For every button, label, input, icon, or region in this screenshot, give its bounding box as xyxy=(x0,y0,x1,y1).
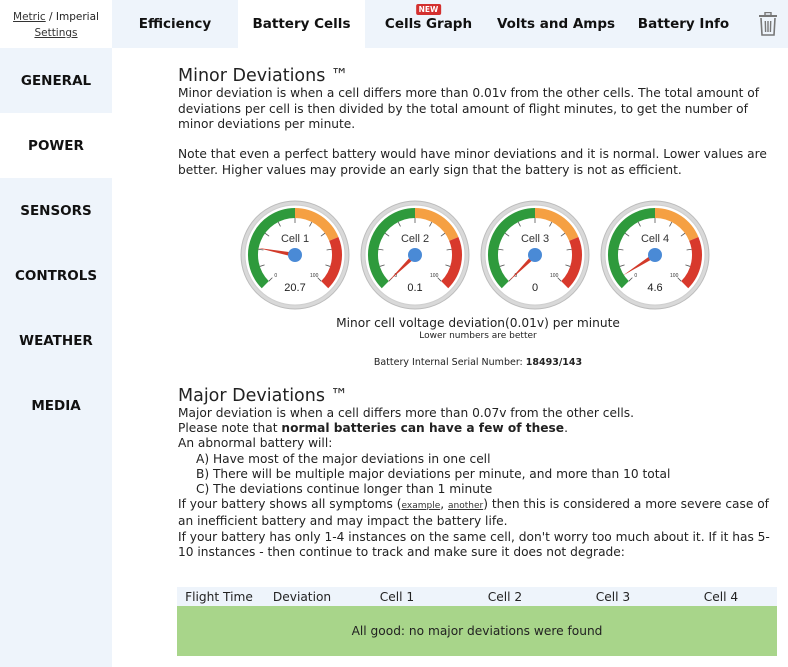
tab-efficiency[interactable] xyxy=(112,0,238,48)
gauge-cell-label: Cell 2 xyxy=(400,233,430,245)
text: . xyxy=(564,421,568,436)
text: ) then this is considered a more severe case of an inefficient battery and may impact the battery life. xyxy=(178,497,769,529)
metric-link[interactable]: Metric xyxy=(13,11,46,23)
sidebar-item-label: GENERAL xyxy=(20,72,92,89)
units-toggle xyxy=(0,9,112,25)
gauge-max-label: 100 xyxy=(670,273,679,280)
tab-label: Efficiency xyxy=(138,16,212,32)
gauge-value: 20.7 xyxy=(284,282,306,294)
imperial-label[interactable]: Imperial xyxy=(55,11,99,23)
major-line-3: An abnormal battery will: xyxy=(178,436,333,451)
gauge-subcaption: Lower numbers are better xyxy=(419,331,537,341)
minor-deviations-title: Minor Deviations ™ xyxy=(178,66,349,86)
cell-gauges xyxy=(240,200,720,310)
sidebar-item-weather[interactable] xyxy=(0,308,112,373)
gauge-cell-label: Cell 1 xyxy=(280,233,310,245)
gauge-cell-label: Cell 4 xyxy=(640,233,670,245)
tab-battery-info[interactable] xyxy=(620,0,747,48)
sidebar-item-sensors[interactable] xyxy=(0,178,112,243)
sidebar-item-media[interactable] xyxy=(0,373,112,438)
gauge-min-label: 0 xyxy=(394,273,398,280)
tab-label: Battery Info xyxy=(637,16,730,32)
symptom-c: C) The deviations continue longer than 1 minute xyxy=(196,482,493,497)
header-deviation: Deviation xyxy=(272,589,332,604)
symptom-b: B) There will be multiple major deviations per minute, and more than 10 total xyxy=(196,466,671,481)
gauge-cell-3 xyxy=(480,200,590,310)
gauge-hub xyxy=(648,248,662,262)
gauge-cell-label: Cell 3 xyxy=(520,233,550,245)
header-cell-3: Cell 3 xyxy=(595,589,631,604)
table-empty-row xyxy=(177,606,777,656)
sidebar-item-controls[interactable] xyxy=(0,243,112,308)
gauge-max-label: 100 xyxy=(310,273,319,280)
major-line-2 xyxy=(178,421,778,436)
settings-link[interactable]: Settings xyxy=(34,27,78,39)
another-link[interactable]: another xyxy=(448,501,484,512)
gauge-hub xyxy=(288,248,302,262)
major-deviations-title: Major Deviations ™ xyxy=(178,386,349,406)
gauge-hub xyxy=(408,248,422,262)
table-header xyxy=(177,587,777,606)
gauge-min-label: 0 xyxy=(514,273,518,280)
gauge-min-label: 0 xyxy=(274,273,278,280)
gauge-caption: Minor cell voltage deviation(0.01v) per minute xyxy=(336,316,620,330)
text: , xyxy=(440,497,448,512)
trash-icon[interactable] xyxy=(758,12,778,36)
header-flight-time: Flight Time xyxy=(185,589,253,604)
sidebar-item-label: SENSORS xyxy=(20,202,92,219)
bold-text: normal batteries can have a few of these xyxy=(281,421,565,436)
header-cell-4: Cell 4 xyxy=(703,589,739,604)
main-content xyxy=(112,48,788,667)
gauge-cell-1 xyxy=(240,200,350,310)
major-line-5: If your battery has only 1-4 instances on the same cell, don't worry too much about it. If it has 5-10 instances - then continue to track and make sure it does not degrade: xyxy=(178,529,770,559)
tab-label: Battery Cells xyxy=(252,16,351,32)
tab-label: Cells Graph xyxy=(384,16,473,32)
serial-value: 18493/143 xyxy=(525,357,583,368)
sidebar-item-label: MEDIA xyxy=(31,397,81,414)
serial-number xyxy=(178,355,778,371)
units-box xyxy=(0,0,112,48)
text: If your battery shows all symptoms ( xyxy=(178,497,402,512)
tab-volts-and-amps[interactable] xyxy=(492,0,620,48)
serial-label: Battery Internal Serial Number: xyxy=(373,357,526,368)
gauge-max-label: 100 xyxy=(430,273,439,280)
sidebar-item-general[interactable] xyxy=(0,48,112,113)
gauge-min-label: 0 xyxy=(634,273,638,280)
sidebar-item-label: CONTROLS xyxy=(14,267,98,284)
sidebar-item-label: POWER xyxy=(28,137,84,154)
sidebar-item-label: WEATHER xyxy=(19,332,93,349)
new-badge: NEW xyxy=(416,4,442,15)
major-line-1: Major deviation is when a cell differs more than 0.07v from the other cells. xyxy=(178,406,634,420)
gauge-cell-2 xyxy=(360,200,470,310)
sidebar xyxy=(0,48,112,667)
empty-message: All good: no major deviations were found xyxy=(351,624,603,638)
gauge-value: 0.1 xyxy=(407,282,423,294)
major-deviations-table xyxy=(177,587,777,656)
gauge-value: 4.6 xyxy=(647,282,663,294)
gauge-max-label: 100 xyxy=(550,273,559,280)
sidebar-item-power[interactable] xyxy=(0,113,112,178)
major-line-4 xyxy=(178,497,778,529)
text: Please note that xyxy=(178,421,282,436)
top-tabs xyxy=(112,0,788,48)
tab-battery-cells[interactable] xyxy=(238,0,365,48)
gauge-cell-4 xyxy=(600,200,710,310)
major-description xyxy=(178,406,778,560)
units-separator: / xyxy=(45,11,56,23)
minor-note: Note that even a perfect battery would have minor deviations and it is normal. Lower values are better. Higher values may provide an early sign that the battery is not as efficient. xyxy=(178,147,767,177)
tab-cells-graph[interactable] xyxy=(365,0,492,48)
gauge-value: 0 xyxy=(531,282,539,294)
gauge-hub xyxy=(528,248,542,262)
minor-description: Minor deviation is when a cell differs more than 0.01v from the other cells. The total amount of deviations per cell is then divided by the total amount of flight minutes, to get the number of minor deviations per minute. xyxy=(178,86,760,131)
symptom-a: A) Have most of the major deviations in one cell xyxy=(196,451,491,466)
header-cell-1: Cell 1 xyxy=(379,589,415,604)
example-link[interactable]: example xyxy=(401,501,441,512)
header-cell-2: Cell 2 xyxy=(487,589,523,604)
tab-label: Volts and Amps xyxy=(496,16,616,32)
